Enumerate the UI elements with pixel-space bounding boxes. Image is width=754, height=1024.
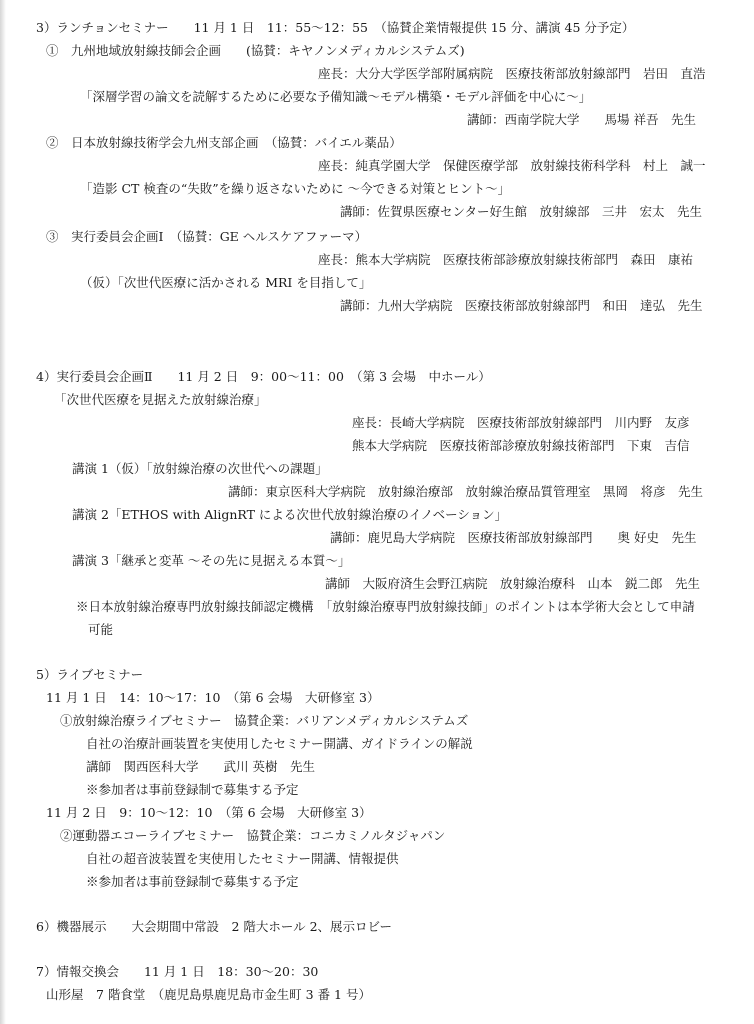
section-5-title: 5）ライブセミナー [36,667,144,682]
s4-talk3-title: 講演 3「継承と変革 〜その先に見据える本質〜」 [72,553,351,568]
s4-talk1-title: 講演 1（仮）「放射線治療の次世代への課題」 [72,461,328,476]
s4-note-continued: 可能 [88,622,114,637]
s3-item2-speaker: 講師：佐賀県医療センター好生館 放射線部 三井 宏太 先生 [340,204,703,219]
s4-note: ※日本放射線治療専門放射線技師認定機構 「放射線治療専門放射線技師」のポイントは本学術大会として申請 [76,599,695,614]
s3-item3-speaker: 講師：九州大学病院 医療技術部放射線部門 和田 達弘 先生 [340,298,703,313]
s4-talk2-title: 講演 2「ETHOS with AlignRT による次世代放射線治療のイノベーション」 [72,507,508,522]
s3-item3-header: ③ 実行委員会企画Ⅰ （協賛：GE ヘルスケアファーマ） [46,229,368,244]
s5-seminar1-speaker: 講師 関西医科大学 武川 英樹 先生 [86,759,315,774]
s5-seminar2-note: ※参加者は事前登録制で募集する予定 [86,874,299,889]
s4-talk3-speaker: 講師 大阪府済生会野江病院 放射線治療科 山本 鋭二郎 先生 [325,576,701,591]
s5-seminar2-title: ②運動器エコーライブセミナー 協賛企業：コニカミノルタジャパン [60,828,446,843]
s5-seminar1-title: ①放射線治療ライブセミナー 協賛企業：バリアンメディカルシステムズ [60,713,469,728]
s4-chair-2: 熊本大学病院 医療技術部診療放射線技術部門 下東 吉信 [352,438,690,453]
section-6-title: 6）機器展示 大会期間中常設 2 階大ホール 2、展示ロビー [36,919,393,934]
s3-item1-speaker: 講師：西南学院大学 馬場 祥吾 先生 [467,112,696,127]
s3-item2-header: ② 日本放射線技術学会九州支部企画 （協賛：バイエル薬品） [46,135,402,150]
s7-venue: 山形屋 7 階食堂 （鹿児島県鹿児島市金生町 3 番 1 号） [46,987,371,1002]
s4-talk1-speaker: 講師：東京医科大学病院 放射線治療部 放射線治療品質管理室 黒岡 将彦 先生 [228,484,704,499]
section-3-title: 3）ランチョンセミナー 11 月 1 日 11：55〜12：55 （協賛企業情報提供 15 分、講演 45 分予定） [36,20,635,35]
s5-day1-schedule: 11 月 1 日 14：10〜17：10 （第 6 会場 大研修室 3） [46,690,380,705]
s3-item3-topic: （仮）「次世代医療に活かされる MRI を目指して」 [80,275,372,290]
s4-theme: 「次世代医療を見据えた放射線治療」 [54,392,267,407]
s5-day2-schedule: 11 月 2 日 9：10〜12：10 （第 6 会場 大研修室 3） [46,805,372,820]
s4-chair-1: 座長：長崎大学病院 医療技術部放射線部門 川内野 友彦 [352,415,690,430]
section-7-title: 7）情報交換会 11 月 1 日 18：30〜20：30 [36,964,319,979]
s3-item1-topic: 「深層学習の論文を読解するために必要な予備知識〜モデル構築・モデル評価を中心に〜」 [80,89,592,104]
s5-seminar2-description: 自社の超音波装置を実使用したセミナー開講、情報提供 [86,851,399,866]
section-4-title: 4）実行委員会企画Ⅱ 11 月 2 日 9：00〜11：00 （第 3 会場 中ホール） [36,369,491,384]
s3-item2-topic: 「造影 CT 検査の“失敗”を繰り返さないために 〜今できる対策とヒント〜」 [80,181,511,196]
s3-item1-header: ① 九州地域放射線技師会企画 (協賛：キヤノンメディカルシステムズ) [46,43,465,58]
s5-seminar1-description: 自社の治療計画装置を実使用したセミナー開講、ガイドラインの解説 [86,736,473,751]
page-edge-shadow [0,0,6,1024]
s3-item3-chair: 座長：熊本大学病院 医療技術部診療放射線技術部門 森田 康祐 [318,252,694,267]
s4-talk2-speaker: 講師：鹿児島大学病院 医療技術部放射線部門 奥 好史 先生 [330,530,697,545]
s3-item1-chair: 座長：大分大学医学部附属病院 医療技術部放射線部門 岩田 直浩 [318,66,706,81]
s3-item2-chair: 座長：純真学園大学 保健医療学部 放射線技術科学科 村上 誠一 [318,158,706,173]
s5-seminar1-note: ※参加者は事前登録制で募集する予定 [86,782,299,797]
